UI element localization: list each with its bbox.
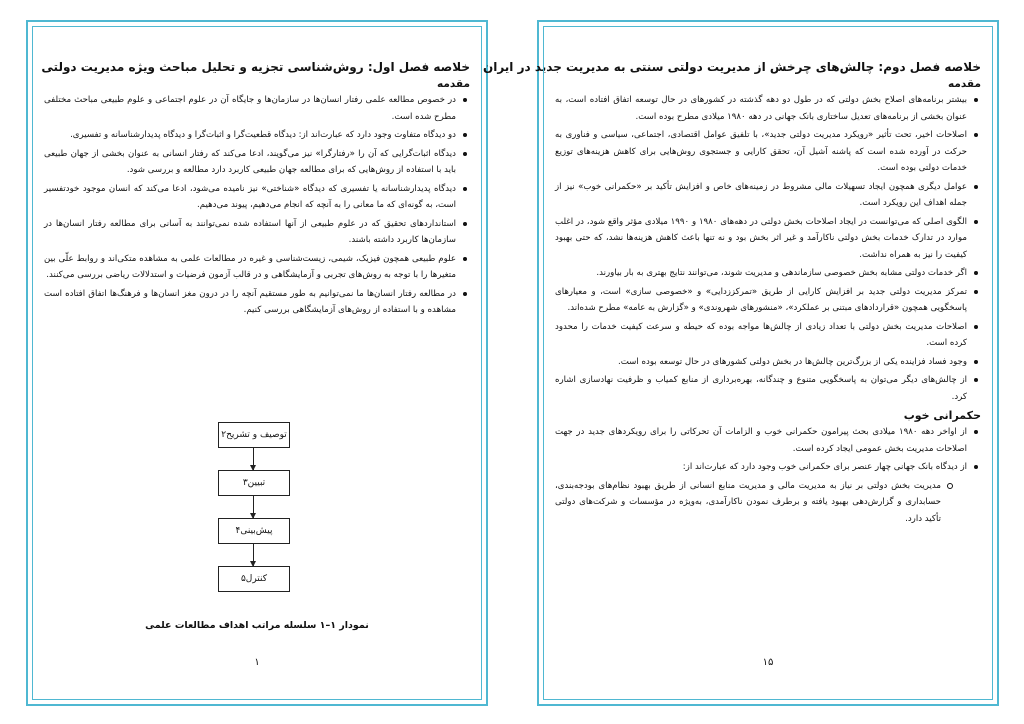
list-item: اصلاحات مدیریت بخش دولتی با تعداد زیادی از چالش‌ها مواجه بوده که حیطه و سرعت کیفیت خدمات را محدود کرده است. (555, 319, 967, 352)
list-item: الگوی اصلی که می‌توانست در ایجاد اصلاحات بخش دولتی در دهه‌های ۱۹۸۰ و ۱۹۹۰ میلادی مؤثر واقع شود، در اغلب موارد در تدارک خدمات بخش دولتی ناکارآمد و غیر اثر بخش بود و نه تنها باعث کاهش هزینه‌ها نشد، که حتی بهبود کیفیت را نیز به همراه نداشت. (555, 214, 967, 264)
list-item: در خصوص مطالعه علمی رفتار انسان‌ها در سازمان‌ها و جایگاه آن در علوم اجتماعی و علوم طبیعی مباحث مختلفی مطرح شده است. (44, 92, 456, 125)
list-item: علوم طبیعی همچون فیزیک، شیمی، زیست‌شناسی و غیره در مطالعات علمی به مشاهده متکی‌اند و روابط علّی بین متغیرها را با توجه به روش‌های تجربی و آزمایشگاهی و در قالب آزمون فرضیات و استدلالات ریاضی بررسی می‌کنند. (44, 251, 456, 284)
list-item: عوامل دیگری همچون ایجاد تسهیلات مالی مشروط در زمینه‌های خاص و افزایش تأکید بر «حکمرانی خوب» نیز از جمله اهداف این رویکرد است. (555, 179, 967, 212)
page-number: ۱۵ (762, 657, 774, 668)
hierarchy-flowchart (28, 422, 486, 612)
chapter-two-title: خلاصه فصل دوم: چالش‌های چرخش از مدیریت دولتی سنتی به مدیریت جدید در ایران (482, 60, 981, 74)
left-page (26, 20, 488, 706)
list-item-text: از دیدگاه بانک جهانی چهار عنصر برای حکمرانی خوب وجود دارد که عبارت‌اند از: (682, 462, 967, 472)
list-item (555, 459, 967, 527)
list-item: بیشتر برنامه‌های اصلاح بخش دولتی که در طول دو دهه گذشته در کشورهای در حال توسعه اتفاق افتاده است، به عنوان بخشی از برنامه‌های تعدیل ساختاری بانک جهانی در دهه ۱۹۸۰ میلادی مطرح بوده است. (555, 92, 967, 125)
page-number: ۱ (254, 657, 260, 668)
flow-arrow (253, 448, 254, 470)
list-item: دو دیدگاه متفاوت وجود دارد که عبارت‌اند از: دیدگاه قطعیت‌گرا و اثبات‌گرا و دیدگاه پدیدارشناسانه و تفسیری. (44, 127, 456, 144)
chapter-one-title: خلاصه فصل اول: روش‌شناسی تجزیه و تحلیل مباحث ویژه مدیریت دولتی (41, 60, 470, 74)
list-item: دیدگاه اثبات‌گرایی که آن را «رفتارگرا» نیز می‌گویند، ادعا می‌کند که رفتار انسانی به عنوان بخشی از جهان طبیعی باید با استفاده از روش‌هایی که برای مطالعه جهان طبیعی کاربرد دارد مطالعه و بررسی شود. (44, 146, 456, 179)
flow-box-explain: تبیین۳ (218, 470, 290, 496)
flow-box-describe: توصیف و تشریح۲ (218, 422, 290, 448)
list-item: اگر خدمات دولتی مشابه بخش خصوصی سازماندهی و مدیریت شوند، می‌توانند نتایج بهتری به بار بیاورند. (555, 265, 967, 282)
left-bullet-list (44, 92, 470, 319)
list-item: دیدگاه پدیدارشناسانه یا تفسیری که دیدگاه «شناختی» نیز نامیده می‌شود، ادعا می‌کند که انسان موجود خودتفسیر است، به گونه‌ای که ما معانی را به آنچه که انجام می‌دهیم، پیوند می‌دهیم. (44, 181, 456, 214)
figure-caption: نمودار ۱–۱ سلسله مراتب اهداف مطالعات علمی (145, 620, 369, 631)
list-item: از چالش‌های دیگر می‌توان به پاسخگویی متنوع و چندگانه، بهره‌برداری از منابع کمیاب و ظرفیت نهادسازی اشاره کرد. (555, 372, 967, 405)
sublist-item: مدیریت بخش دولتی بر نیاز به مدیریت مالی و مدیریت منابع انسانی از طریق بهبود نظام‌های بودجه‌بندی، حسابداری و گزارش‌دهی بهبود یافته و برطرف نمودن ناکارآمدی، به‌ویژه در مؤسسات و شرکت‌های دولتی تأکید دارد. (555, 478, 941, 528)
governance-bullet-list (555, 424, 981, 527)
flow-box-predict: پیش‌بینی۴ (218, 518, 290, 544)
list-item: تمرکز مدیریت دولتی جدید بر افزایش کارایی از طریق «تمرکززدایی» و «خصوصی سازی» است، و معیارهای پاسخگویی همچون «قراردادهای مبتنی بر عملکرد»، «منشورهای شهروندی» و «گزارش به عامه» مطرح شده‌اند. (555, 284, 967, 317)
list-item: وجود فساد فزاینده یکی از بزرگ‌ترین چالش‌ها در بخش دولتی کشورهای در حال توسعه بوده است. (555, 354, 967, 371)
left-page-content (41, 60, 470, 321)
intro-heading: مقدمه (437, 78, 470, 90)
intro-heading: مقدمه (948, 78, 981, 90)
list-item: اصلاحات اخیر، تحت تأثیر «رویکرد مدیریت دولتی جدید»، با تلفیق عوامل اقتصادی، اجتماعی، سیاسی و فناوری به حرکت در آورده شده است که پاشنه آشیل آن، تحقق کارایی و جستجوی روش‌هایی برای کاهش هزینه‌های توزیع خدمات دولتی بوده است. (555, 127, 967, 177)
good-governance-heading: حکمرانی خوب (903, 409, 981, 422)
flow-box-control: کنترل۵ (218, 566, 290, 592)
right-page (482, 20, 999, 706)
list-item: از اواخر دهه ۱۹۸۰ میلادی بحث پیرامون حکمرانی خوب و الزامات آن تحرکاتی را برای رویکردهای جدید در جهت اصلاحات مدیریت بخش عمومی ایجاد کرده است. (555, 424, 967, 457)
flow-arrow (253, 496, 254, 518)
list-item: در مطالعه رفتار انسان‌ها ما نمی‌توانیم به طور مستقیم آنچه را در درون مغز انسان‌ها و فرهنگ‌ها اتفاق افتاده است مشاهده و با استفاده از روش‌های آزمایشگاهی بررسی کنیم. (44, 286, 456, 319)
right-bullet-list (555, 92, 981, 405)
flow-arrow (253, 544, 254, 566)
governance-sublist (555, 478, 967, 528)
right-page-content (482, 60, 981, 529)
list-item: استانداردهای تحقیق که در علوم طبیعی از آنها استفاده شده نمی‌توانند به آسانی برای مطالعه رفتار انسان‌ها در سازمان‌ها کاربرد داشته باشند. (44, 216, 456, 249)
